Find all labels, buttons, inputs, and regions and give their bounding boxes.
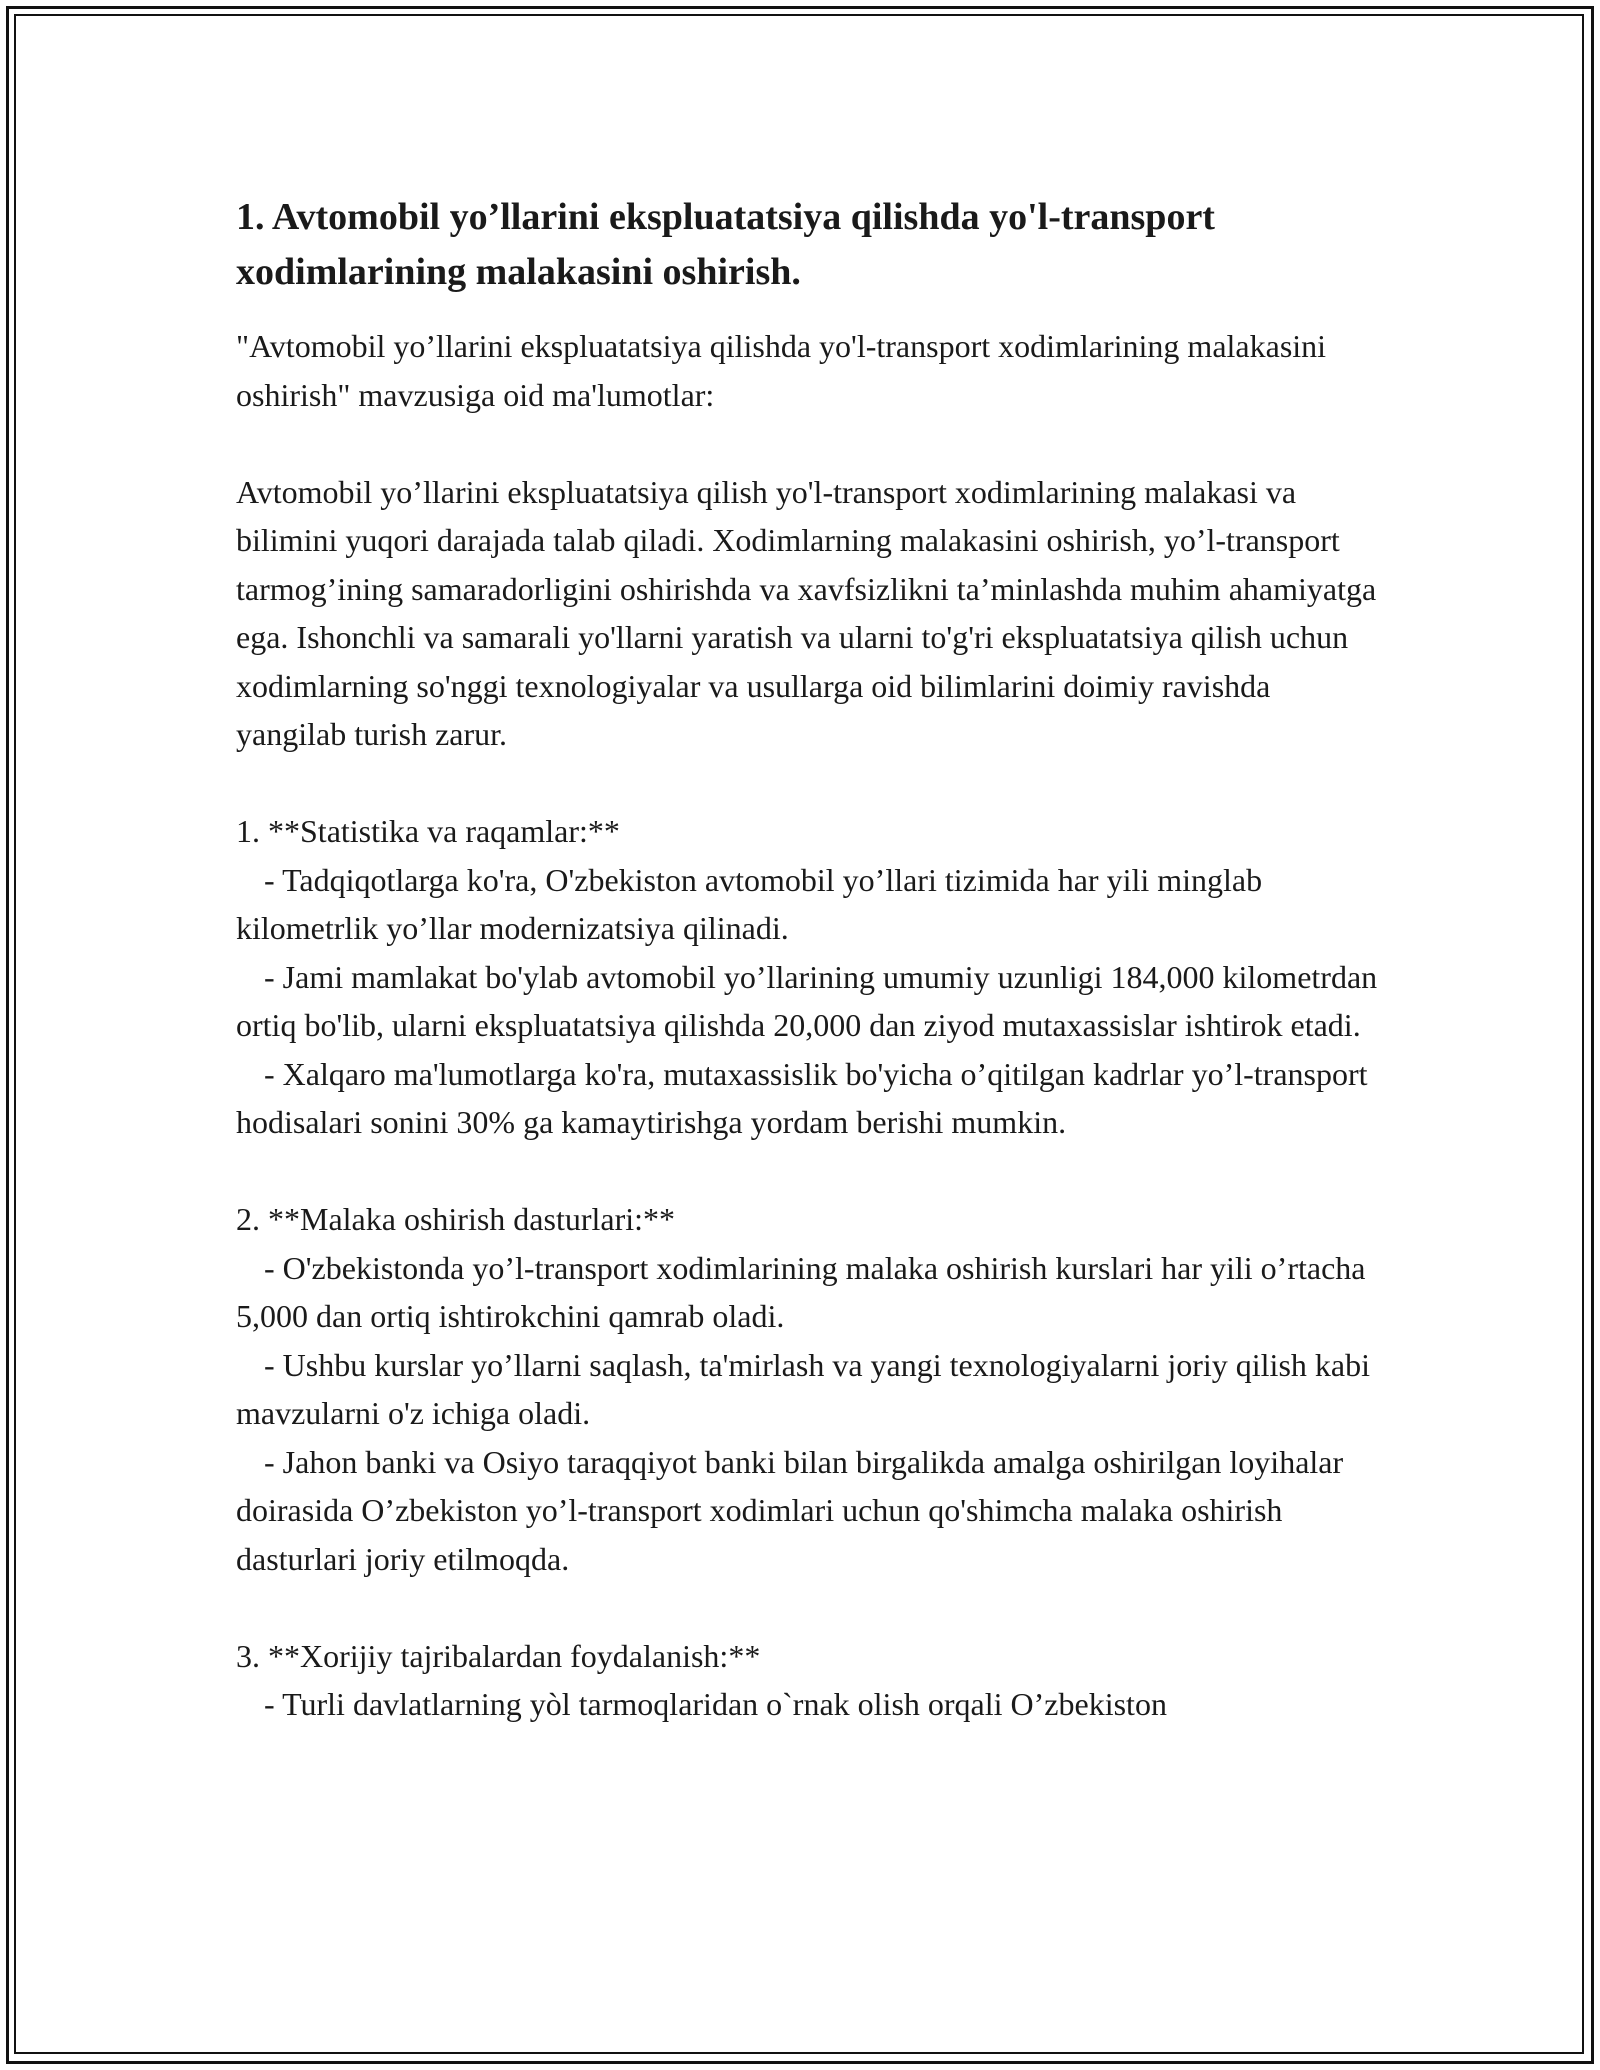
document-title: 1. Avtomobil yo’llarini ekspluatatsiya qilishda yo'l-transport xodimlarining malakasini oshirish. [236,196,1215,293]
list-item: - O'zbekistonda yo’l-transport xodimlarining malaka oshirish kurslari har yili o’rtacha 5,000 dan ortiq ishtirokchini qamrab oladi. [236,1249,1366,1334]
section-heading: 3. **Xorijiy tajribalardan foydalanish:** [236,1637,761,1674]
intro-paragraph: "Avtomobil yo’llarini ekspluatatsiya qilishda yo'l-transport xodimlarining malakasini oshirish" mavzusiga oid ma'lumotlar: [236,328,1327,413]
list-item: - Turli davlatlarning yòl tarmoqlaridan o`rnak olish orqali O’zbekiston [264,1686,1167,1722]
section-heading: 2. **Malaka oshirish dasturlari:** [236,1201,676,1237]
section-statistics [236,807,1386,1147]
list-item: - Jahon banki va Osiyo taraqqiyot banki bilan birgalikda amalga oshirilgan loyihalar doirasida O’zbekiston yo’l-transport xodimlari uchun qo'shimcha malaka oshirish dasturlari joriy etilmoqda. [236,1443,1344,1577]
list-item: - Ushbu kurslar yo’llarni saqlash, ta'mirlash va yangi texnologiyalarni joriy qilish kabi mavzularni o'z ichiga oladi. [236,1346,1370,1431]
list-item: - Xalqaro ma'lumotlarga ko'ra, mutaxassislik bo'yicha o’qitilgan kadrlar yo’l-transport hodisalari sonini 30% ga kamaytirishga yordam berishi mumkin. [236,1055,1368,1140]
body-paragraph: Avtomobil yo’llarini ekspluatatsiya qilish yo'l-transport xodimlarining malakasi va bilimini yuqori darajada talab qiladi. Xodimlarning malakasini oshirish, yo’l-transport tarmog’ining samaradorligini oshirishda va xavfsizlikni ta’minlashda muhim ahamiyatga ega. Ishonchli va samarali yo'llarni yaratish va ularni to'g'ri ekspluatatsiya qilish uchun xodimlarning so'nggi texnologiyalar va usullarga oid bilimlarini doimiy ravishda yangilab turish zarur. [236,473,1377,752]
list-item: - Tadqiqotlarga ko'ra, O'zbekiston avtomobil yo’llari tizimida har yili minglab kilometrlik yo’llar modernizatsiya qilinadi. [236,861,1263,946]
section-foreign-experience [236,1632,1386,1729]
document-body [236,190,1386,1777]
section-training-programs [236,1195,1386,1583]
section-heading: 1. **Statistika va raqamlar:** [236,813,620,849]
list-item: - Jami mamlakat bo'ylab avtomobil yo’llarining umumiy uzunligi 184,000 kilometrdan ortiq bo'lib, ularni ekspluatatsiya qilishda 20,000 dan ziyod mutaxassislar ishtirok etadi. [236,958,1378,1043]
